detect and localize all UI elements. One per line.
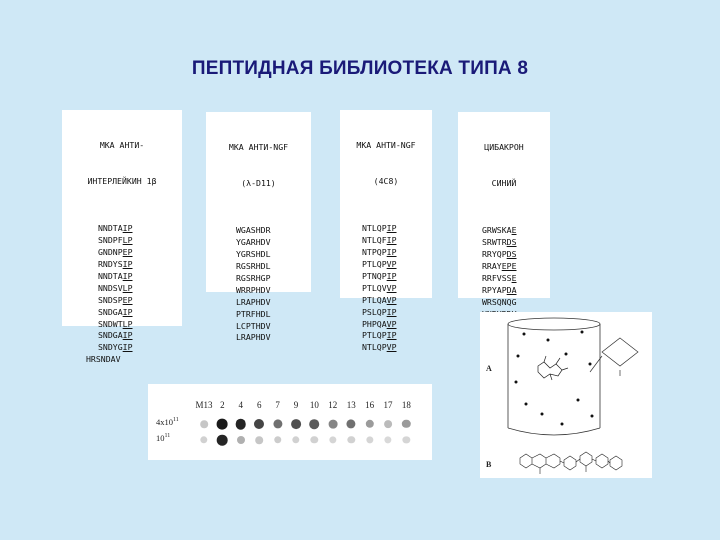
sequence-motif: VP — [386, 282, 397, 293]
sequence-text: RGSRHGP — [236, 272, 271, 283]
sequence-line — [362, 223, 432, 235]
sequence-line — [236, 297, 311, 309]
sequence-text: GNDNP — [98, 247, 123, 258]
blot-spot — [273, 419, 282, 428]
sequence-text: LRAPHDV — [236, 332, 271, 343]
sequence-motif: IP — [122, 306, 133, 317]
sequence-panel-anti-ngf-d11 — [206, 112, 311, 343]
sequence-text: WGASHDR — [236, 225, 271, 236]
sequence-text: YGARHDV — [236, 237, 271, 248]
blot-spot — [236, 419, 247, 430]
sequence-line — [362, 271, 432, 283]
sequence-line — [482, 285, 550, 297]
blot-spot — [274, 436, 281, 443]
sequence-motif: EPE — [501, 260, 517, 271]
blot-spot — [402, 420, 410, 428]
sequence-line — [98, 319, 182, 331]
sequence-line — [362, 283, 432, 295]
sequence-motif: IP — [122, 258, 133, 269]
sequence-panel-anti-ngf-4c8 — [340, 110, 432, 353]
panel-header-line: (λ-D11) — [241, 177, 276, 188]
sequence-line — [236, 261, 311, 273]
row-label-base: 10 — [156, 433, 165, 443]
sequence-motif: IP — [386, 270, 397, 281]
panel-header-line: ИНТЕРЛЕЙКИН 1β — [87, 175, 157, 186]
sequence-motif: LP — [122, 282, 133, 293]
panel-header — [62, 116, 182, 211]
sequence-line — [98, 223, 182, 235]
panel-header-line: (4C8) — [373, 175, 399, 186]
lane-label: 9 — [293, 400, 299, 410]
sequence-text: LCPTHDV — [236, 320, 271, 331]
sequence-text: SNDPF — [98, 235, 123, 246]
row-label-exponent: 11 — [164, 433, 171, 440]
sequence-text: SNDWT — [98, 318, 123, 329]
row-label — [156, 417, 179, 427]
blot-spot — [217, 419, 228, 430]
blot-spot — [347, 436, 354, 443]
cylinder-bottom — [508, 428, 600, 435]
sequence-text: SNDSP — [98, 294, 123, 305]
sequence-motif: DS — [506, 249, 517, 260]
sequence-text: PTLQP — [362, 258, 387, 269]
sequence-line — [98, 247, 182, 259]
sequence-line — [98, 342, 182, 354]
sequence-line — [362, 319, 432, 331]
sequence-line — [362, 295, 432, 307]
blot-spot — [200, 420, 208, 428]
sequence-text: HRSNDAV — [86, 354, 121, 365]
sequence-motif: IP — [122, 223, 133, 234]
sequence-line — [98, 235, 182, 247]
lane-label: 7 — [275, 400, 280, 410]
panel-header-line: МКА АНТИ-NGF — [228, 141, 289, 152]
sequence-motif: LP — [122, 318, 133, 329]
sequence-motif: IP — [386, 223, 397, 234]
sequence-motif: DA — [506, 284, 517, 295]
lane-label: 2 — [220, 400, 225, 410]
sequence-line — [98, 271, 182, 283]
blot-spot — [365, 420, 373, 428]
sequence-text: PTLQP — [362, 330, 387, 341]
lane-label: 12 — [328, 400, 338, 410]
sequence-line — [86, 354, 182, 366]
sequence-motif: IP — [122, 270, 133, 281]
chemical-structure — [520, 452, 622, 474]
sequence-text: NNDTA — [98, 270, 123, 281]
sequence-text: WRRPHDV — [236, 284, 271, 295]
sequence-line — [98, 307, 182, 319]
lane-label: 13 — [346, 400, 356, 410]
sequence-text: NNDSV — [98, 282, 123, 293]
sequence-line — [98, 295, 182, 307]
blot-spot — [200, 436, 207, 443]
sequence-motif: VP — [386, 318, 397, 329]
sequence-text: PTLQV — [362, 282, 387, 293]
cylinder-top — [508, 318, 600, 330]
sequence-motif: DS — [506, 237, 517, 248]
sequence-line — [236, 332, 311, 344]
sequence-line — [98, 283, 182, 295]
sequence-text: RRFVSS — [482, 272, 512, 283]
slide-title: ПЕПТИДНАЯ БИБЛИОТЕКА ТИПА 8 — [191, 58, 529, 79]
sequence-line — [482, 261, 550, 273]
sequence-motif: VP — [386, 342, 397, 353]
blot-spot — [310, 419, 320, 429]
sequence-line — [362, 307, 432, 319]
blot-spot — [311, 436, 318, 443]
figure-label-a: A — [486, 364, 492, 373]
sequence-motif: VP — [386, 258, 397, 269]
sequence-line — [98, 259, 182, 271]
sequence-text: NTLQF — [362, 235, 387, 246]
sequence-text: RRAY — [482, 260, 502, 271]
panel-header — [206, 118, 311, 213]
bead-dots — [515, 331, 594, 426]
sequence-line — [482, 297, 550, 309]
blot-spot — [237, 436, 245, 444]
blot-spot — [255, 436, 263, 444]
sequence-list — [62, 223, 182, 366]
sequence-text: PTNQP — [362, 270, 387, 281]
sequence-text: NNDTA — [98, 223, 123, 234]
blot-spot — [254, 419, 264, 429]
sequence-line — [236, 237, 311, 249]
panel-header-line: МКА АНТИ-NGF — [356, 139, 416, 150]
sequence-text: RPYAP — [482, 284, 507, 295]
sequence-line — [236, 285, 311, 297]
row-label — [156, 433, 170, 443]
sequence-text: SRWTR — [482, 237, 507, 248]
sequence-text: RNDYS — [98, 258, 123, 269]
molecule-cluster — [538, 356, 568, 380]
sequence-line — [362, 342, 432, 354]
blot-spot — [403, 436, 410, 443]
sequence-motif: LP — [122, 235, 133, 246]
sequence-panel-anti-il1b — [62, 110, 182, 365]
sequence-text: NTPQP — [362, 247, 387, 258]
sequence-motif: VP — [386, 294, 397, 305]
sequence-line — [482, 273, 550, 285]
blot-spot — [384, 436, 391, 443]
lane-label: 4 — [238, 400, 244, 410]
panel-header — [340, 116, 432, 211]
sequence-line — [236, 273, 311, 285]
lane-label: 18 — [401, 400, 411, 410]
figure-label-b: B — [486, 460, 492, 469]
lane-label: 10 — [309, 400, 319, 410]
sequence-text: YGRSHDL — [236, 249, 271, 260]
sequence-text: PSLQP — [362, 306, 387, 317]
sequence-motif: IP — [386, 247, 397, 258]
sequence-line — [362, 247, 432, 259]
sequence-line — [362, 235, 432, 247]
sequence-text: PHPQA — [362, 318, 387, 329]
sequence-line — [482, 249, 550, 261]
sequence-list — [206, 225, 311, 344]
lane-label: M13 — [195, 400, 213, 410]
blot-spot — [217, 435, 228, 446]
sequence-text: RRYQP — [482, 249, 507, 260]
structure-figure — [480, 312, 652, 478]
sequence-motif: E — [511, 225, 517, 236]
sequence-motif: EP — [122, 247, 133, 258]
panel-header-line: МКА АНТИ- — [99, 139, 145, 150]
sequence-line — [236, 225, 311, 237]
diamond-inset — [590, 338, 638, 376]
sequence-motif: IP — [386, 330, 397, 341]
sequence-line — [236, 249, 311, 261]
blot-spot — [366, 436, 373, 443]
sequence-list — [340, 223, 432, 354]
sequence-text: SNDYG — [98, 342, 123, 353]
sequence-line — [236, 309, 311, 321]
lane-label: 17 — [383, 400, 393, 410]
blot-spot — [292, 436, 299, 443]
sequence-text: WRSQNQG — [482, 296, 517, 307]
sequence-motif: IP — [386, 306, 397, 317]
sequence-line — [362, 259, 432, 271]
sequence-line — [482, 225, 550, 237]
sequence-line — [98, 330, 182, 342]
sequence-line — [362, 330, 432, 342]
sequence-line — [236, 321, 311, 333]
sequence-text: NTLQP — [362, 223, 387, 234]
sequence-text: LRAPHDV — [236, 296, 271, 307]
blot-spot — [291, 419, 301, 429]
sequence-text: SNDGA — [98, 306, 123, 317]
sequence-text: GRWSKA — [482, 225, 512, 236]
sequence-text: NTLQP — [362, 342, 387, 353]
blot-spot — [329, 436, 336, 443]
dot-blot-figure — [148, 384, 432, 460]
sequence-text: RGSRHDL — [236, 260, 271, 271]
sequence-text: PTRFHDL — [236, 308, 271, 319]
panel-header-line: ЦИБАКРОН — [484, 141, 524, 152]
sequence-motif: IP — [122, 342, 133, 353]
panel-header — [458, 118, 550, 213]
sequence-panel-cibacron-blue — [458, 112, 550, 307]
sequence-text: PTLQA — [362, 294, 387, 305]
sequence-motif: E — [511, 272, 517, 283]
blot-spot — [328, 420, 337, 429]
row-label-base: 4x10 — [156, 417, 173, 427]
sequence-motif: EP — [122, 294, 133, 305]
lane-label: 16 — [365, 400, 375, 410]
row-label-exponent: 11 — [173, 417, 179, 424]
sequence-motif: IP — [386, 235, 397, 246]
blot-spot — [347, 419, 356, 428]
structure-drawing — [480, 312, 652, 478]
lane-label: 6 — [256, 400, 262, 410]
sequence-line — [482, 237, 550, 249]
sequence-motif: IP — [122, 330, 133, 341]
sequence-text: SNDGA — [98, 330, 123, 341]
panel-header-line: СИНИЙ — [491, 177, 517, 188]
blot-spot — [384, 420, 392, 428]
